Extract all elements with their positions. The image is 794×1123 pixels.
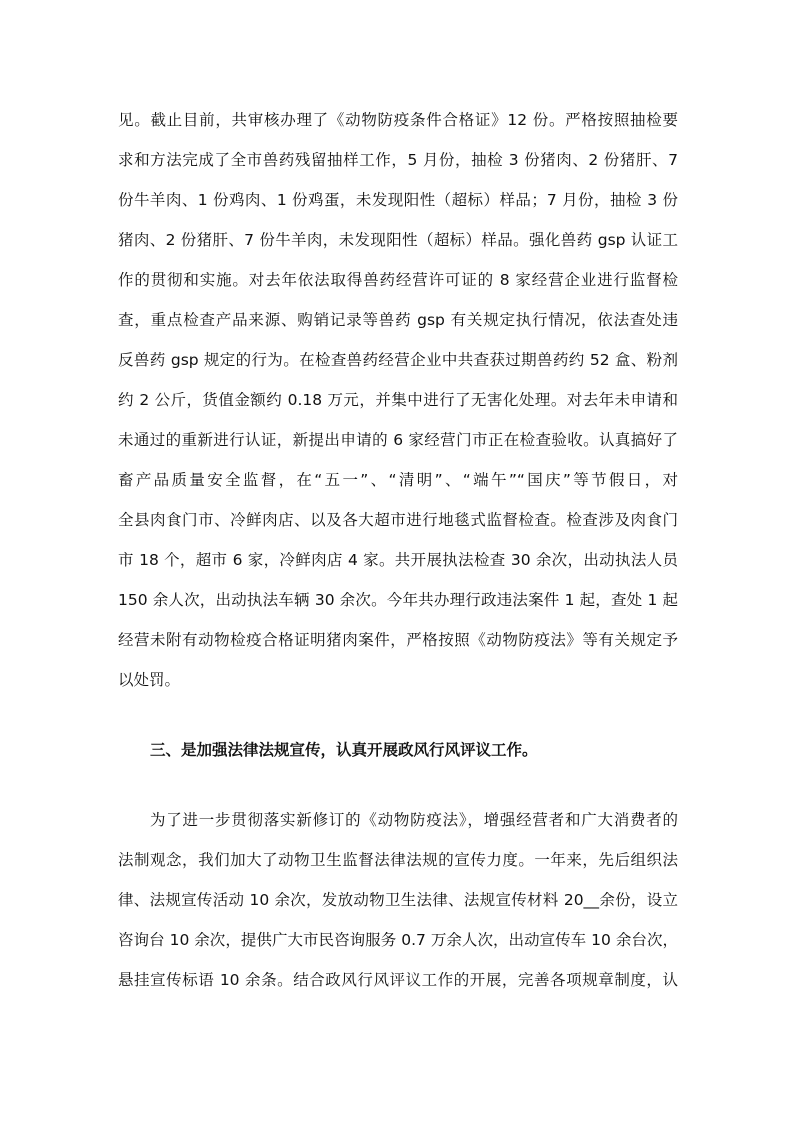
paragraph1-line: 以处罚。: [118, 671, 181, 689]
paragraph1-line: 见。截止目前，共审核办理了《动物防疫条件合格证》12 份。严格按照抽检要: [118, 111, 678, 129]
paragraph1-line: 反兽药 gsp 规定的行为。在检查兽药经营企业中共查获过期兽药约 52 盒、粉剂: [118, 351, 678, 369]
paragraph1-line: 作的贯彻和实施。对去年依法取得兽药经营许可证的 8 家经营企业进行监督检: [118, 271, 678, 289]
paragraph2-line: 律、法规宣传活动 10 余次，发放动物卫生法律、法规宣传材料 20__余份，设立: [118, 891, 678, 909]
paragraph1-line: 全县肉食门市、冷鲜肉店、以及各大超市进行地毯式监督检查。检查涉及肉食门: [118, 511, 678, 529]
paragraph1-line: 畜产品质量安全监督，在“五一”、“清明”、“端午”“国庆”等节假日，对: [118, 471, 678, 489]
paragraph1-line: 未通过的重新进行认证，新提出申请的 6 家经营门市正在检查验收。认真搞好了: [118, 431, 678, 449]
paragraph2-line: 悬挂宣传标语 10 余条。结合政风行风评议工作的开展，完善各项规章制度，认: [118, 971, 678, 989]
paragraph1-line: 约 2 公斤，货值金额约 0.18 万元，并集中进行了无害化处理。对去年未申请和: [118, 391, 678, 409]
section-heading: 三、是加强法律法规宣传，认真开展政风行风评议工作。: [150, 741, 538, 759]
paragraph2-line: 咨询台 10 余次，提供广大市民咨询服务 0.7 万余人次，出动宣传车 10 余台次，: [118, 931, 678, 949]
paragraph1-line: 150 余人次，出动执法车辆 30 余次。今年共办理行政违法案件 1 起，查处 1 起: [118, 591, 678, 609]
paragraph2-line: 法制观念，我们加大了动物卫生监督法律法规的宣传力度。一年来，先后组织法: [118, 851, 678, 869]
paragraph1-line: 经营未附有动物检疫合格证明猪肉案件，严格按照《动物防疫法》等有关规定予: [118, 631, 678, 649]
paragraph1-line: 查，重点检查产品来源、购销记录等兽药 gsp 有关规定执行情况，依法查处违: [118, 311, 678, 329]
paragraph1-line: 求和方法完成了全市兽药残留抽样工作，5 月份，抽检 3 份猪肉、2 份猪肝、7: [118, 151, 678, 169]
paragraph1-line: 份牛羊肉、1 份鸡肉、1 份鸡蛋，未发现阳性（超标）样品；7 月份，抽检 3 份: [118, 191, 678, 209]
paragraph2-line: 为了进一步贯彻落实新修订的《动物防疫法》，增强经营者和广大消费者的: [150, 811, 678, 829]
paragraph1-line: 猪肉、2 份猪肝、7 份牛羊肉，未发现阳性（超标）样品。强化兽药 gsp 认证工: [118, 231, 678, 249]
paragraph1-line: 市 18 个，超市 6 家，冷鲜肉店 4 家。共开展执法检查 30 余次，出动执法人员: [118, 551, 678, 569]
